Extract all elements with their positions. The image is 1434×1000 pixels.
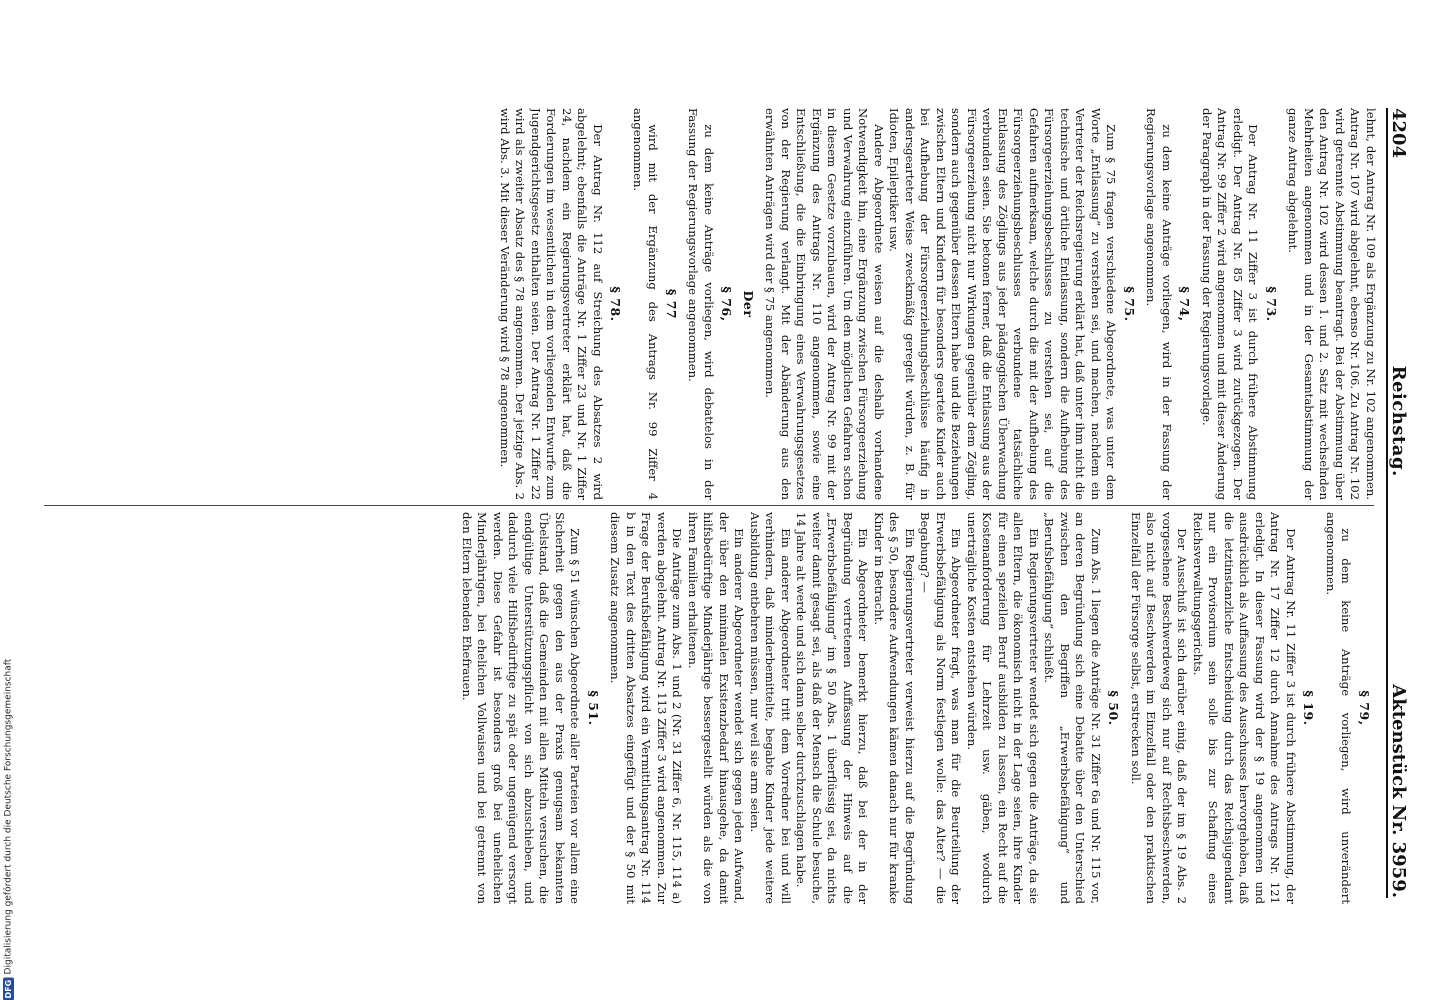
section-heading: § 76,: [719, 286, 735, 322]
paragraph: Der Ausschuß ist sich darüber einig, daß der im § 19 Abs. 2 vorgesehene Beschwerdeweg sich nur auf Rechtsbeschwerden, also nicht auf Beschwerden im Einzelfall oder den praktischen Einzelfall der Fürsorge selbst, erstrecken soll.: [1129, 512, 1190, 904]
section-heading: § 50.: [1106, 690, 1122, 726]
paragraph: Ein Abgeordneter bemerkt hierzu, daß bei der in der Begründung vertretenen Auffassung der Hinweis auf die „Erwerbsbefähigung“ im § 50 Abs. 1 überflüssig sei, da nichts weiter damit gesagt sei, als daß der Mensch die Schule besuche, 14 Jahre alt werde und sich dann selber durchzuschlagen habe.: [794, 512, 871, 904]
paragraph: zu dem keine Anträge vorliegen, wird unverändert angenommen.: [1324, 512, 1354, 904]
paragraph: Zum § 75 fragen verschiedene Abgeordnete, was unter dem Worte „Entlassung“ zu verstehen sei, und machen, nachdem ein Vertreter der Reichsregierung erklärt hat, daß unter ihm nicht die technische und örtliche Entlassung, sondern die Aufhebung des Fürsorgeerziehungsbeschlusses zu verstehen sei, auf die Gefahren aufmerksam, welche durch die mit der Aufhebung des Fürsorgeerziehungsbeschlusses verbundene tatsächliche Entlassung des Zöglings aus jeder pädagogischen Überwachung verbunden seien. Sie betonen ferner, daß die Entlassung aus der Fürsorgeerziehung nicht nur Wirkungen gegenüber dem Zögling, sondern auch gegenüber dessen Eltern habe und die Beziehungen zwischen Eltern und Kindern für besonders geartete Kinder auch bei Aufhebung der Fürsorgeerziehungsbeschlüsse häufig in andersgearteter Weise zweckmäßig geregelt würden, z. B. für Idioten, Epileptiker usw.: [887, 108, 1119, 500]
paragraph: Ein anderer Abgeordneter tritt dem Vorredner bei und will verhindern, daß minderbemittelte, begabte Kinder jede weitere Ausbildung entbehren müssen, nur weil sie arm seien.: [748, 512, 793, 904]
paragraph: Der Antrag Nr. 11 Ziffer 3 ist durch frühere Abstimmung, der Antrag Nr. 17 Ziffer 12 durch Annahme des Antrags Nr. 121 erledigt. In dieser Fassung wird der § 19 angenommen und ausdrücklich als Auffassung des Ausschusses hervorgehoben, daß die letztinstanzliche Entscheidung durch das Reichsjugendamt nur ein Provisorium sein solle bis zur Schaffung eines Reichsverwaltungsgerichts.: [1191, 512, 1298, 904]
paragraph: Ein Abgeordneter fragt, was man für die Beurteilung der Erwerbsbefähigung als Norm festlegen wolle: das Alter? — die Begabung? —: [918, 512, 964, 904]
page-number: 4204: [1388, 108, 1409, 159]
paragraph: Der Antrag Nr. 112 auf Streichung des Absatzes 2 wird abgelehnt; ebenfalls die Anträge Nr. 1 Ziffer 23 und Nr. 1 Ziffer 24, nachdem ein Regierungsvertreter erklärt hat, daß die Forderungen im wesentlichen in dem vorliegenden Entwurfe zum Jugendgerichtsgesetz enthalten seien. Der Antrag Nr. 1 Ziffer 22 wird als zweiter Absatz des § 78 angenommen. Der jetzige Abs. 2 wird Abs. 3. Mit dieser Veränderung wird § 78 angenommen.: [498, 108, 605, 500]
section-heading: § 77: [664, 288, 679, 320]
paragraph: wird mit der Ergänzung des Antrags Nr. 99 Ziffer 4 angenommen.: [631, 108, 661, 500]
paragraph: Ein Regierungsvertreter wendet sich gegen die Anträge, da sie allen Eltern, die ökonomisch nicht in der Lage seien, ihre Kinder für einen speziellen Beruf ausbilden zu lassen, ein Recht auf die Kostenanforderung für Lehrzeit usw. gäben, wodurch unerträgliche Kosten entstehen würden.: [965, 512, 1041, 904]
section-heading: Der: [741, 290, 756, 318]
section-heading: § 73.: [1264, 286, 1279, 322]
section-heading: § 79,: [1357, 690, 1372, 726]
paragraph: zu dem keine Anträge vorliegen, wird in der Fassung der Regierungsvorlage angenommen.: [1144, 108, 1174, 500]
digitization-credit: [0, 0, 16, 1000]
column-divider: [44, 505, 1374, 506]
paragraph: Zum § 51 wünschen Abgeordnete aller Parteien vor allem eine Sicherheit gegen den aus der Praxis genugsam bekannten Übelstand, daß die Gemeinden mit allen Mitteln versuchen, die endgültige Unterstützungspflicht von sich abzuschieben, und dadurch viele Hilfsbedürftige zu spät oder ungenügend versorgt werden. Diese Gefahr ist besonders groß bei unehelichen Minderjährigen, bei ehelichen Vollwaisen und bei getrennt von den Eltern lebenden Ehefrauen.: [460, 512, 583, 904]
header-document-number: Aktenstück Nr. 3959.: [1388, 684, 1409, 898]
dfg-logo-icon: DFG: [3, 979, 13, 998]
section-heading: § 19.: [1301, 690, 1317, 726]
paragraph: Ein Regierungsvertreter verweist hierzu auf die Begründung des § 50, besondere Aufwendungen kämen danach nur für kranke Kinder in Betracht.: [872, 512, 917, 904]
paragraph: Andere Abgeordnete weisen auf die deshalb vorhandene Notwendigkeit hin, eine Ergänzung zwischen Fürsorgeerziehung und Verwahrung einzuführen. Um den möglichen Gefahren schon in diesem Gesetze vorzubauen, wird der Antrag Nr. 99 mit der Ergänzung des Antrags Nr. 110 angenommen, sowie eine Entschließung, die die Einbringung eines Verwahrungsgesetzes von der Regierung verlangt. Mit der Abänderung aus den erwähnten Anträgen wird der § 75 angenommen.: [763, 108, 886, 500]
credit-text: Digitalisierung gefördert durch die Deutsche Forschungsgemeinschaft: [3, 658, 13, 975]
page-header: [1386, 108, 1418, 898]
paragraph: Zum Abs. 1 liegen die Anträge Nr. 31 Ziffer 6a und Nr. 115 vor, an deren Begründung sich eine Debatte über den Unterschied zwischen den Begriffen „Erwerbsbefähigung“ und „Berufsbefähigung“ schließt.: [1042, 512, 1103, 904]
section-heading: § 74,: [1177, 286, 1193, 322]
paragraph: Ein anderer Abgeordneter wendet sich gegen jeden Aufwand, der über den minimalen Existenzbedarf hinausgehe, da damit hilfsbedürftige Minderjährige bessergestellt würden als die von ihren Familien erhaltenen.: [686, 512, 747, 904]
paragraph: Der Antrag Nr. 11 Ziffer 3 ist durch frühere Abstimmung erledigt. Der Antrag Nr. 85 Ziffer 3 wird zurückgezogen. Der Antrag Nr. 99 Ziffer 2 wird angenommen und mit dieser Änderung der Paragraph in der Fassung der Regierungsvorlage.: [1200, 108, 1261, 500]
section-heading: § 78.: [608, 286, 624, 322]
paragraph: Die Anträge zum Abs. 1 und 2 (Nr. 31 Ziffer 6, Nr. 115, 114 a) werden abgelehnt. Antrag Nr. 113 Ziffer 3 wird angenommen. Zur Frage der Berufsbefähigung wird ein Vermittlungsantrag Nr. 114 b in den Text des dritten Absatzes eingefügt und der § 50 mit diesem Zusatz angenommen.: [608, 512, 685, 904]
right-column: [33, 512, 1378, 904]
paragraph: lehnt, der Antrag Nr. 109 als Ergänzung zu Nr. 102 angenommen. Antrag Nr. 107 wird abgelehnt, ebenso Nr. 106. Zu Antrag Nr. 102 wird getrennte Abstimmung beantragt. Bei der Abstimmung über den Antrag Nr. 102 wird dessen 1. und 2. Satz mit wechselnden Mehrheiten angenommen und in der Gesamtabstimmung der ganze Antrag abgelehnt.: [1286, 108, 1378, 500]
left-column: [33, 108, 1378, 500]
header-title: Reichstag.: [1388, 365, 1409, 477]
section-heading: § 75.: [1122, 286, 1137, 322]
paragraph: zu dem keine Anträge vorliegen, wird debattelos in der Fassung der Regierungsvorlage angenommen.: [686, 108, 716, 500]
section-heading: § 51.: [586, 690, 601, 726]
